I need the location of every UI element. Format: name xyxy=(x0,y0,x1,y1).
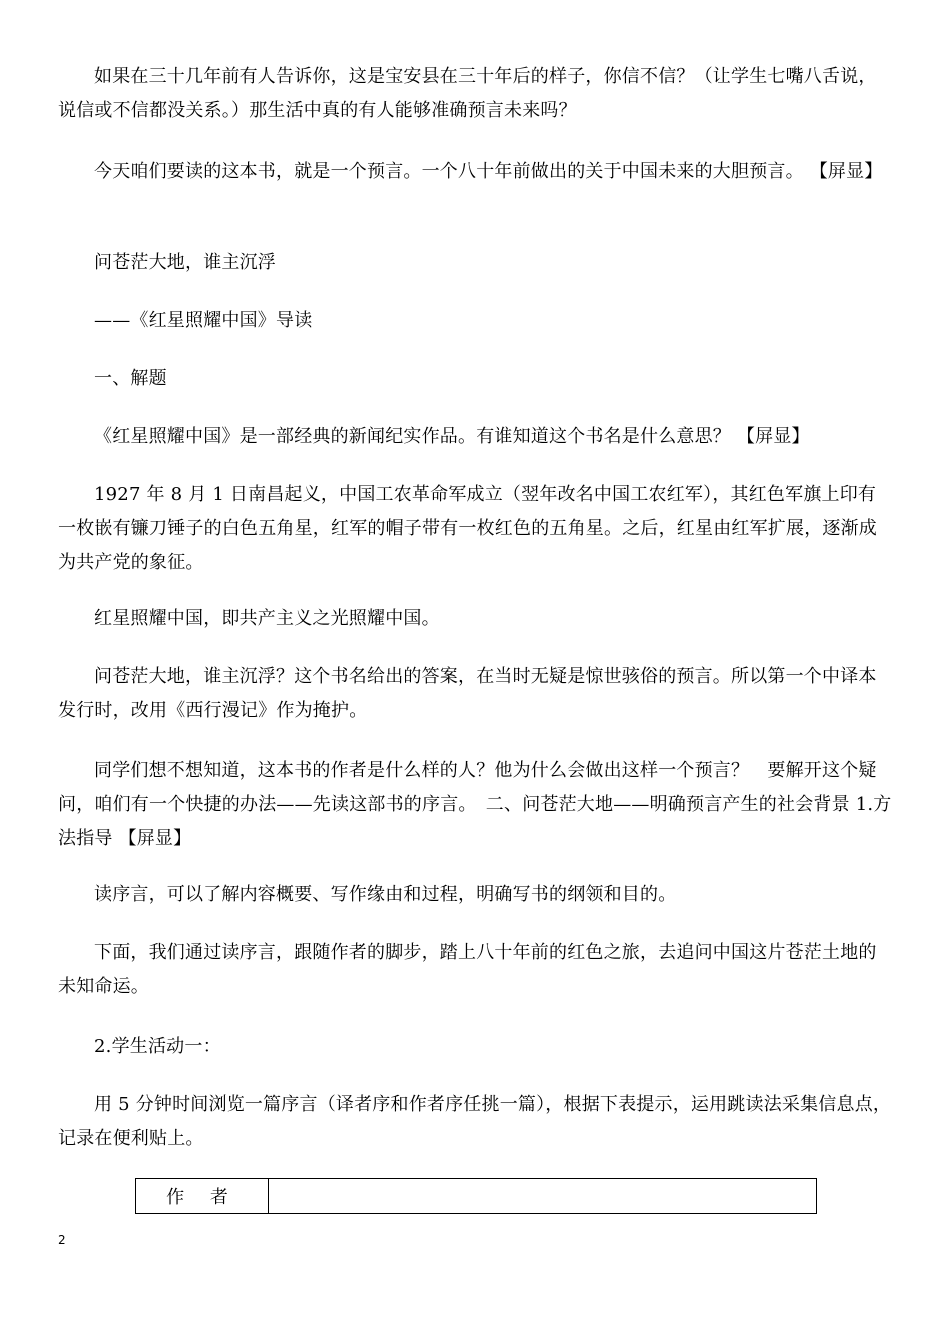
info-table xyxy=(135,1178,817,1214)
paragraph-intro: 如果在三十几年前有人告诉你，这是宝安县在三十年后的样子，你信不信？（让学生七嘴八舌说，说信或不信都没关系。）那生活中真的有人能够准确预言未来吗？ xyxy=(58,66,877,121)
paragraph-journey: 下面，我们通过读序言，跟随作者的脚步，踏上八十年前的红色之旅，去追问中国这片苍茫土地的未知命运。 xyxy=(58,942,877,997)
paragraph-meaning: 红星照耀中国，即共产主义之光照耀中国。 xyxy=(94,608,440,629)
table-cell-author-value xyxy=(269,1179,817,1214)
table-cell-author-label: 作 者 xyxy=(136,1179,269,1214)
table-row xyxy=(136,1179,817,1214)
page-number: 2 xyxy=(58,1233,66,1247)
paragraph-red-star-history: 1927 年 8 月 1 日南昌起义，中国工农革命军成立（翌年改名中国工农红军），其红色军旗上印有一枚嵌有镰刀锤子的白色五角星，红军的帽子带有一枚红色的五角星。之后，红星由红军扩展，逐渐成为共产党的象征。 xyxy=(58,484,877,573)
activity-heading: 2.学生活动一： xyxy=(94,1036,221,1057)
paragraph-prediction: 今天咱们要读的这本书，就是一个预言。一个八十年前做出的关于中国未来的大胆预言。 【屏显】 xyxy=(94,161,883,182)
paragraph-answer: 问苍茫大地，谁主沉浮？这个书名给出的答案，在当时无疑是惊世骇俗的预言。所以第一个中译本发行时，改用《西行漫记》作为掩护。 xyxy=(58,666,877,721)
paragraph-activity-instructions: 用 5 分钟时间浏览一篇序言（译者序和作者序任挑一篇），根据下表提示，运用跳读法采集信息点，记录在便利贴上。 xyxy=(58,1094,892,1149)
paragraph-book-title: 《红星照耀中国》是一部经典的新闻纪实作品。有谁知道这个书名是什么意思？ 【屏显】 xyxy=(94,426,810,447)
lesson-subtitle: ——《红星照耀中国》导读 xyxy=(94,310,313,331)
paragraph-method: 读序言，可以了解内容概要、写作缘由和过程，明确写书的纲领和目的。 xyxy=(94,884,677,905)
section-heading-1: 一、解题 xyxy=(94,368,167,389)
lesson-title: 问苍茫大地，谁主沉浮 xyxy=(94,252,276,273)
paragraph-author-question: 同学们想不想知道，这本书的作者是什么样的人？他为什么会做出这样一个预言？ 要解开这个疑问，咱们有一个快捷的办法——先读这部书的序言。 二、问苍茫大地——明确预言产生的社会背景 1.方法指导 【屏显】 xyxy=(58,760,892,849)
